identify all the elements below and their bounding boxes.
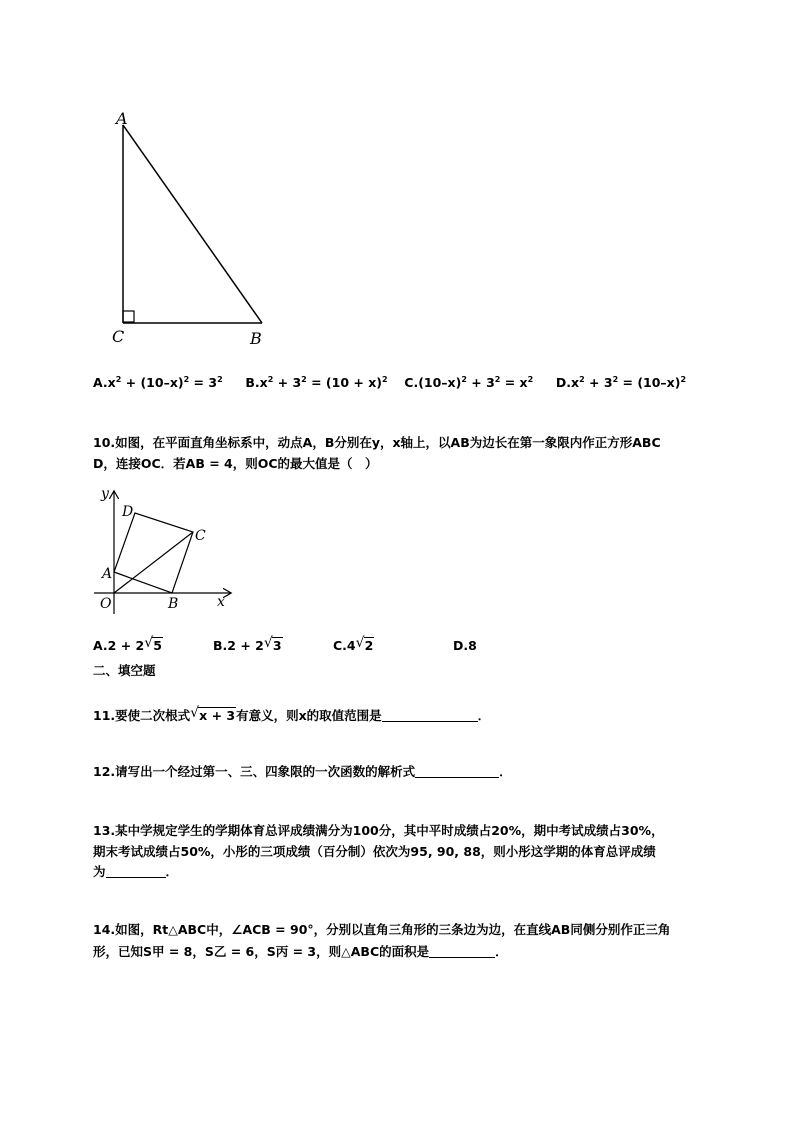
- label-x: x: [217, 594, 225, 610]
- label-o: O: [100, 596, 112, 612]
- q11: 11.要使二次根式 √ x + 3有意义，则x的取值范围是 ．: [93, 705, 491, 723]
- q10-option-a: A.2 + 2 √ 5: [93, 635, 162, 653]
- q10-line-2: D，连接OC．若AB = 4，则OC的最大值是（ ）: [93, 456, 378, 471]
- q9-option-c: $C.(10-x)^2 + 3^2 = x^2$: [404, 375, 534, 390]
- segment-oc: [114, 532, 193, 593]
- q11-answer-blank[interactable]: [382, 707, 478, 722]
- label-b: B: [168, 596, 179, 612]
- q12: 12.请写出一个经过第一、三、四象限的一次函数的解析式 ．: [93, 764, 512, 779]
- q13-answer-blank[interactable]: [106, 863, 166, 878]
- q14-line-1: 14.如图，Rt△ABC中，∠ACB = 90°，分别以直角三角形的三条边为边，在直线AB同侧分别作正三角: [93, 922, 671, 937]
- section-heading: 二、填空题: [93, 663, 156, 678]
- square-abcd: [114, 513, 193, 593]
- q9-option-b: $B.x^2 + 3^2 = (10 + x)^2$: [245, 375, 388, 390]
- q13-line-2: 期末考试成绩占50%，小彤的三项成绩（百分制）依次为95, 90, 88，则小彤这学期的体育总评成绩: [93, 844, 656, 859]
- square-coordinate-figure: [88, 482, 248, 614]
- q10-option-c: C.4 √ 2: [333, 635, 374, 653]
- q9-option-d: $D.x^2 + 3^2 = (10-x)^2$: [555, 375, 687, 390]
- right-angle-mark: [123, 311, 134, 322]
- q13-line-1: 13.某中学规定学生的学期体育总评成绩满分为100分，其中平时成绩占20%，期中考试成绩占30%，: [93, 823, 664, 838]
- label-d: D: [122, 504, 134, 520]
- side-ab: [123, 125, 262, 323]
- q10-option-d: D.8: [453, 638, 477, 653]
- label-b: B: [250, 329, 262, 348]
- triangle-figure: [100, 100, 280, 360]
- q13-line-3: 为 ．: [93, 864, 179, 879]
- q14-answer-blank[interactable]: [429, 943, 495, 958]
- label-c: C: [112, 327, 125, 346]
- q9-option-a: $A.x^2 + (10-x)^2 = 3^2$: [93, 375, 223, 390]
- label-a: A: [116, 109, 128, 128]
- label-y: y: [101, 486, 109, 502]
- q14-line-2: 形，已知S甲 = 8，S乙 = 6，S丙 = 3，则△ABC的面积是 ．: [93, 944, 508, 959]
- label-c: C: [195, 528, 206, 544]
- q10-line-1: 10.如图，在平面直角坐标系中，动点A，B分别在y，x轴上，以AB为边长在第一象限内作正方形ABC: [93, 435, 661, 450]
- q9-options: [93, 373, 686, 393]
- q10-option-b: B.2 + 2 √ 3: [213, 635, 282, 653]
- label-a: A: [102, 566, 113, 582]
- q12-answer-blank[interactable]: [415, 763, 499, 778]
